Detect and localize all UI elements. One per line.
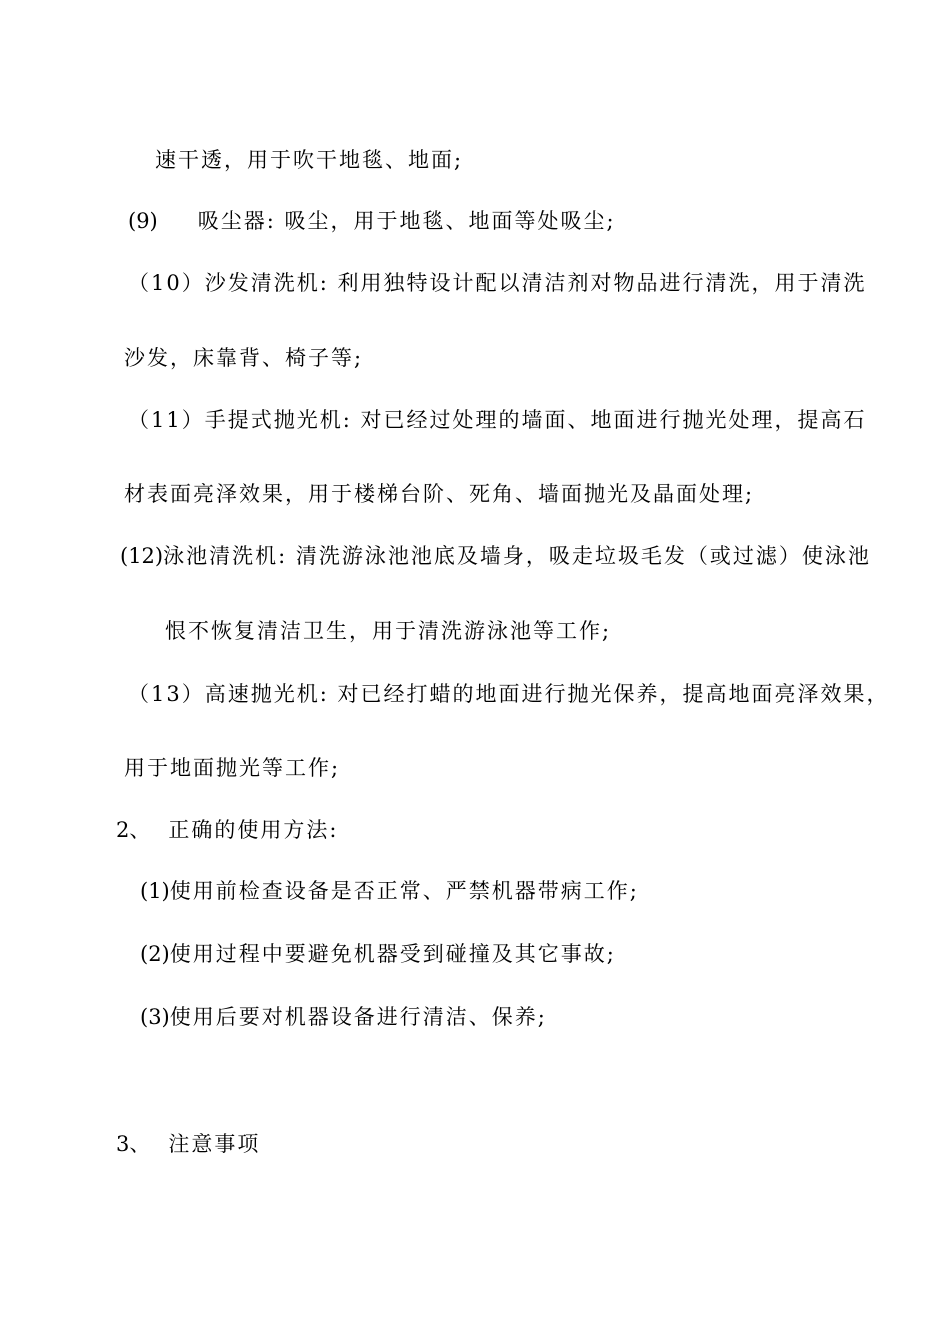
line-text: （11）手提式抛光机: 对已经过处理的墙面、地面进行抛光处理，提高石 bbox=[128, 408, 867, 432]
section-number: 2、 bbox=[116, 818, 151, 842]
item-number: (12) bbox=[120, 544, 164, 568]
line-text: （10）沙发清洗机: 利用独特设计配以清洁剂对物品进行清洗，用于清洗 bbox=[128, 271, 867, 295]
section-number: 3、 bbox=[116, 1132, 151, 1156]
line-text: 泳池清洗机: 清洗游泳池池底及墙身，吸走垃圾毛发（或过滤）使泳池 bbox=[163, 544, 871, 568]
text-line-12 bbox=[140, 877, 639, 905]
line-text: 使用前检查设备是否正常、严禁机器带病工作; bbox=[169, 879, 639, 903]
item-number: (1) bbox=[140, 879, 170, 903]
line-text: 吸尘器: 吸尘，用于地毯、地面等处吸尘; bbox=[197, 209, 616, 233]
item-number: (9) bbox=[128, 209, 158, 233]
line-text: 恨不恢复清洁卫生，用于清洗游泳池等工作; bbox=[165, 619, 612, 643]
section-title: 正确的使用方法: bbox=[168, 818, 339, 842]
text-line-4 bbox=[124, 344, 363, 372]
text-line-1 bbox=[155, 146, 463, 174]
section-heading-2 bbox=[116, 816, 338, 844]
line-text: （13）高速抛光机: 对已经打蜡的地面进行抛光保养，提高地面亮泽效果， bbox=[128, 682, 890, 706]
line-text: 材表面亮泽效果，用于楼梯台阶、死角、墙面抛光及晶面处理; bbox=[124, 482, 755, 506]
item-number: (3) bbox=[140, 1005, 170, 1029]
text-line-13 bbox=[140, 940, 616, 968]
line-text: 用于地面抛光等工作; bbox=[124, 756, 341, 780]
line-text: 使用过程中要避免机器受到碰撞及其它事故; bbox=[169, 942, 616, 966]
text-line-9 bbox=[128, 680, 889, 708]
text-line-3 bbox=[128, 269, 866, 297]
line-text: 速干透，用于吹干地毯、地面; bbox=[155, 148, 464, 172]
text-line-5 bbox=[128, 406, 866, 434]
item-number: (2) bbox=[140, 942, 170, 966]
section-heading-3 bbox=[116, 1130, 260, 1158]
text-line-8 bbox=[165, 617, 611, 645]
section-title: 注意事项 bbox=[168, 1132, 261, 1156]
text-line-6 bbox=[124, 480, 754, 508]
text-line-10 bbox=[124, 754, 340, 782]
text-line-7 bbox=[120, 542, 871, 570]
text-line-14 bbox=[140, 1003, 547, 1031]
line-text: 沙发，床靠背、椅子等; bbox=[124, 346, 364, 370]
text-line-2 bbox=[128, 207, 616, 235]
line-text: 使用后要对机器设备进行清洁、保养; bbox=[169, 1005, 547, 1029]
